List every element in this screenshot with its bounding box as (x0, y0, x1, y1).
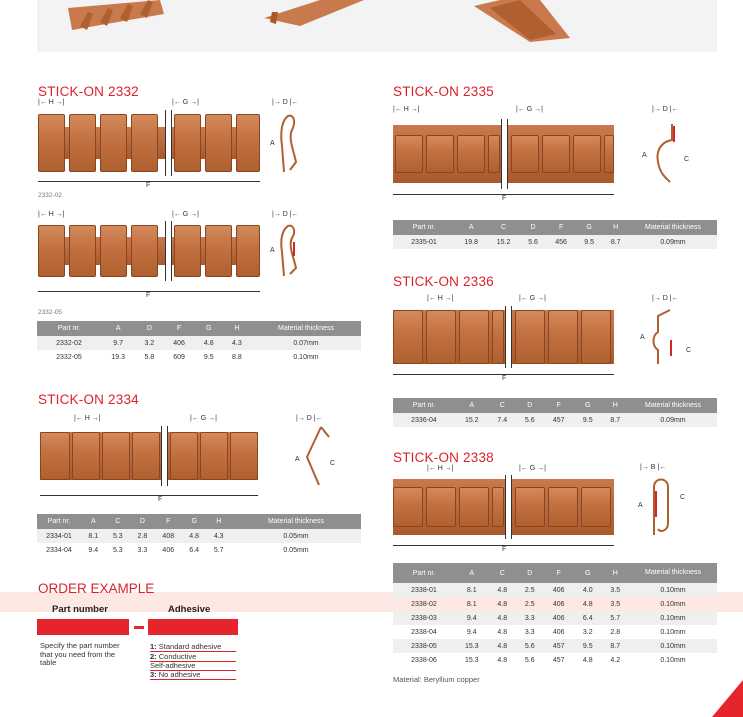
cell: 8.7 (601, 639, 629, 653)
cell: 15.3 (455, 639, 489, 653)
cell: 4.8 (497, 600, 508, 608)
table-header-row (393, 563, 717, 583)
cell: 4.2 (610, 656, 621, 664)
cell: 8.7 (601, 413, 629, 427)
col-header: D (135, 321, 163, 336)
dim-f-label: F (146, 182, 151, 189)
dim-d-label: |→ D |← (272, 99, 299, 106)
cell: 8.8 (232, 353, 242, 361)
spec-table-2335 (393, 220, 717, 249)
dim-h-label-5: |← H →| (427, 295, 454, 302)
dim-d-label-4: |→ D |← (652, 106, 679, 113)
dim-f-label-4: F (502, 195, 507, 202)
col-header: G (574, 563, 601, 583)
cell: 0.10mm (660, 628, 686, 636)
strip-drawing-2334 (40, 428, 258, 484)
cell: 0.09mm (629, 413, 717, 427)
spec-table-2332 (37, 321, 361, 364)
profile-2334 (303, 425, 336, 489)
adhesive-header: Adhesive (168, 604, 211, 615)
table-header-row (393, 220, 717, 235)
col-header: Part nr. (393, 563, 455, 583)
cell: 8.7 (602, 235, 629, 249)
cell: 0.05mm (231, 529, 361, 543)
col-header: H (206, 514, 231, 529)
table-row (37, 350, 361, 364)
cell: 4.3 (206, 529, 231, 543)
cell: 0.07mm (251, 336, 361, 350)
cell: 9.5 (203, 353, 214, 361)
cell: 3.2 (135, 336, 163, 350)
cell: 2338-02 (411, 600, 437, 608)
cell: 5.3 (112, 546, 123, 554)
col-header: D (516, 563, 543, 583)
col-header: G (576, 220, 603, 235)
cell: 7.4 (489, 413, 516, 427)
dim-a-label-2: A (270, 247, 275, 254)
section-title-2335: STICK-ON 2335 (393, 84, 494, 99)
cell: 9.4 (466, 628, 477, 636)
cell: 8.1 (466, 600, 477, 608)
cell: 5.3 (106, 529, 131, 543)
col-header: H (601, 398, 629, 413)
col-header: H (602, 220, 629, 235)
cell: 3.3 (524, 628, 535, 636)
cell: 0.10mm (629, 639, 717, 653)
dim-g-label-5: |← G →| (519, 295, 546, 302)
dim-a-label-4: A (642, 152, 647, 159)
col-header: A (101, 321, 135, 336)
dim-f-label-2: F (146, 292, 151, 299)
col-header: Material thickness (629, 398, 717, 413)
table-header-row (393, 398, 717, 413)
order-title: ORDER EXAMPLE (38, 581, 155, 596)
col-header: F (543, 398, 574, 413)
table-row (393, 583, 717, 597)
cell: 2338-04 (411, 628, 437, 636)
dim-f-label-6: F (502, 546, 507, 553)
col-header: Material thickness (251, 321, 361, 336)
dim-a-label: A (270, 140, 275, 147)
cell: 5.8 (144, 353, 155, 361)
col-header: C (489, 563, 516, 583)
col-header: D (520, 220, 547, 235)
dim-c-label-2: C (684, 156, 690, 163)
material-note: Material: Beryllium copper (393, 675, 480, 684)
col-header: H (223, 321, 251, 336)
cell: 4.8 (497, 656, 508, 664)
cell: 5.7 (601, 611, 629, 625)
profile-2332-05 (278, 222, 300, 278)
strip-drawing-2335 (393, 121, 614, 187)
cell: 9.4 (455, 611, 489, 625)
table-header-row (37, 514, 361, 529)
cell: 406 (162, 546, 175, 554)
cell: 2332-02 (37, 336, 101, 350)
cell: 457 (543, 639, 574, 653)
cell: 2338-03 (393, 611, 455, 625)
spec-table-2338 (393, 563, 717, 667)
caption-2332-05: 2332-05 (38, 309, 62, 316)
spec-table-2336 (393, 398, 717, 427)
cell: 4.8 (182, 529, 207, 543)
col-header: F (155, 514, 182, 529)
col-header: Material thickness (629, 563, 717, 583)
col-header: Material thickness (629, 220, 717, 235)
cell: 0.10mm (293, 353, 319, 361)
col-header: G (574, 398, 601, 413)
col-header: F (163, 321, 194, 336)
dim-a-label-3: A (295, 456, 300, 463)
cell: 3.2 (582, 628, 593, 636)
adhesive-option-2: 2: Conductive (150, 652, 236, 662)
cell: 457 (552, 656, 565, 664)
cell: 9.5 (574, 639, 601, 653)
gasket-photo-3 (470, 0, 580, 44)
strip-drawing-2332-02 (38, 112, 260, 174)
cell: 9.5 (576, 235, 603, 249)
profile-2335 (652, 120, 680, 186)
cell: 9.7 (101, 336, 135, 350)
spec-table-2334 (37, 514, 361, 557)
col-header: Material thickness (231, 514, 361, 529)
col-header: Part nr. (393, 398, 455, 413)
col-header: A (455, 563, 489, 583)
table-row (393, 597, 717, 611)
adhesive-option-3: 3: No adhesive (150, 670, 236, 680)
section-title-2338: STICK-ON 2338 (393, 450, 494, 465)
table-row (393, 653, 717, 667)
dim-h-label-3: |← H →| (74, 415, 101, 422)
cell: 3.5 (610, 600, 621, 608)
col-header: A (455, 398, 489, 413)
cell: 2.5 (516, 583, 543, 597)
cell: 4.8 (195, 336, 223, 350)
strip-drawing-2336 (393, 308, 614, 366)
dim-d-label-2: |→ D |← (272, 211, 299, 218)
col-header: A (81, 514, 106, 529)
gasket-photo-1 (60, 0, 170, 48)
cell: 2338-06 (411, 656, 437, 664)
cell: 406 (163, 336, 194, 350)
col-header: H (601, 563, 629, 583)
col-header: C (489, 398, 516, 413)
dim-g-label-4: |← G →| (516, 106, 543, 113)
dim-g-label-3: |← G →| (190, 415, 217, 422)
cell: 3.3 (137, 546, 148, 554)
col-header: F (543, 563, 574, 583)
profile-2336 (650, 306, 680, 366)
part-number-header: Part number (52, 604, 108, 615)
cell: 2332-05 (56, 353, 82, 361)
col-header: G (195, 321, 223, 336)
cell: 0.10mm (660, 656, 686, 664)
adhesive-box (148, 619, 238, 635)
table-row (393, 413, 717, 427)
cell: 457 (543, 413, 574, 427)
cell: 5.6 (516, 639, 543, 653)
col-header: Part nr. (393, 220, 455, 235)
col-header: D (130, 514, 155, 529)
cell: 456 (546, 235, 575, 249)
profile-2338 (646, 473, 676, 539)
col-header: Part nr. (37, 321, 101, 336)
cell: 2336-04 (393, 413, 455, 427)
dim-a-label-6: A (638, 502, 643, 509)
dim-b-label: |→ B |← (640, 464, 667, 471)
section-title-2334: STICK-ON 2334 (38, 392, 139, 407)
cell: 406 (552, 600, 565, 608)
gasket-photo-2 (260, 0, 370, 30)
dim-h-label: |← H →| (38, 99, 65, 106)
cell: 609 (173, 353, 185, 361)
col-header: F (546, 220, 575, 235)
cell: 5.6 (520, 235, 547, 249)
dim-d-label-5: |→ D |← (652, 295, 679, 302)
cell: 3.5 (601, 583, 629, 597)
profile-2332-02 (278, 112, 300, 174)
dim-c-label-4: C (680, 494, 686, 501)
cell: 4.0 (574, 583, 601, 597)
cell: 406 (543, 611, 574, 625)
dash-separator (134, 626, 144, 629)
cell: 4.8 (489, 611, 516, 625)
dim-c-label-3: C (686, 347, 692, 354)
cell: 2338-05 (393, 639, 455, 653)
dim-h-label-4: |← H →| (393, 106, 420, 113)
col-header: C (487, 220, 519, 235)
table-header-row (37, 321, 361, 336)
cell: 0.10mm (629, 583, 717, 597)
cell: 15.3 (464, 656, 479, 664)
cell: 5.7 (213, 546, 224, 554)
table-row (37, 336, 361, 350)
cell: 9.4 (88, 546, 99, 554)
table-row (393, 235, 717, 249)
cell: 4.8 (489, 639, 516, 653)
table-row (393, 611, 717, 625)
cell: 4.8 (489, 583, 516, 597)
strip-drawing-2332-05 (38, 223, 260, 279)
section-title-2336: STICK-ON 2336 (393, 274, 494, 289)
part-number-box (37, 619, 129, 635)
cell: 2334-04 (46, 546, 72, 554)
dim-h-label-6: |← H →| (427, 465, 454, 472)
cell: 2.5 (524, 600, 535, 608)
dim-g-label-2: |← G →| (172, 211, 199, 218)
cell: 406 (543, 583, 574, 597)
cell: 15.2 (455, 413, 489, 427)
cell: 4.8 (582, 600, 593, 608)
col-header: C (106, 514, 131, 529)
dim-d-label-3: |→ D |← (296, 415, 323, 422)
cell: 2335-01 (393, 235, 455, 249)
cell: 4.3 (223, 336, 251, 350)
cell: 19.8 (455, 235, 487, 249)
cell: 408 (155, 529, 182, 543)
dim-h-label-2: |← H →| (38, 211, 65, 218)
strip-drawing-2338 (393, 477, 614, 537)
cell: 0.09mm (629, 235, 717, 249)
cell: 3.3 (516, 611, 543, 625)
col-header: Part nr. (37, 514, 81, 529)
col-header: A (455, 220, 487, 235)
dim-a-label-5: A (640, 334, 645, 341)
col-header: G (182, 514, 207, 529)
corner-triangle-decoration (712, 680, 743, 717)
cell: 6.4 (574, 611, 601, 625)
cell: 4.8 (497, 628, 508, 636)
caption-2332-02: 2332-02 (38, 192, 62, 199)
col-header: D (516, 398, 543, 413)
adhesive-option-2b: Self-adhesive (150, 661, 236, 671)
cell: 406 (552, 628, 565, 636)
cell: 0.10mm (660, 600, 686, 608)
dim-f-label-5: F (502, 375, 507, 382)
dim-g-label: |← G →| (172, 99, 199, 106)
cell: 4.8 (582, 656, 593, 664)
table-row (37, 529, 361, 543)
cell: 15.2 (487, 235, 519, 249)
dim-g-label-6: |← G →| (519, 465, 546, 472)
cell: 8.1 (81, 529, 106, 543)
cell: 5.6 (516, 413, 543, 427)
dim-c-label: C (330, 460, 336, 467)
cell: 2338-01 (393, 583, 455, 597)
adhesive-option-1: 1: Standard adhesive (150, 642, 236, 652)
cell: 2.8 (610, 628, 621, 636)
cell: 6.4 (189, 546, 200, 554)
cell: 19.3 (111, 353, 125, 361)
part-number-note: Specify the part number that you need from the table (40, 641, 120, 667)
dim-f-line-3 (40, 495, 258, 496)
cell: 0.10mm (629, 611, 717, 625)
dim-f-label-3: F (158, 496, 163, 503)
section-title-2332: STICK-ON 2332 (38, 84, 139, 99)
cell: 2.8 (130, 529, 155, 543)
cell: 9.5 (574, 413, 601, 427)
cell: 0.05mm (283, 546, 309, 554)
cell: 2334-01 (37, 529, 81, 543)
cell: 8.1 (455, 583, 489, 597)
table-row (393, 625, 717, 639)
table-row (393, 639, 717, 653)
cell: 5.6 (524, 656, 535, 664)
table-row (37, 543, 361, 557)
